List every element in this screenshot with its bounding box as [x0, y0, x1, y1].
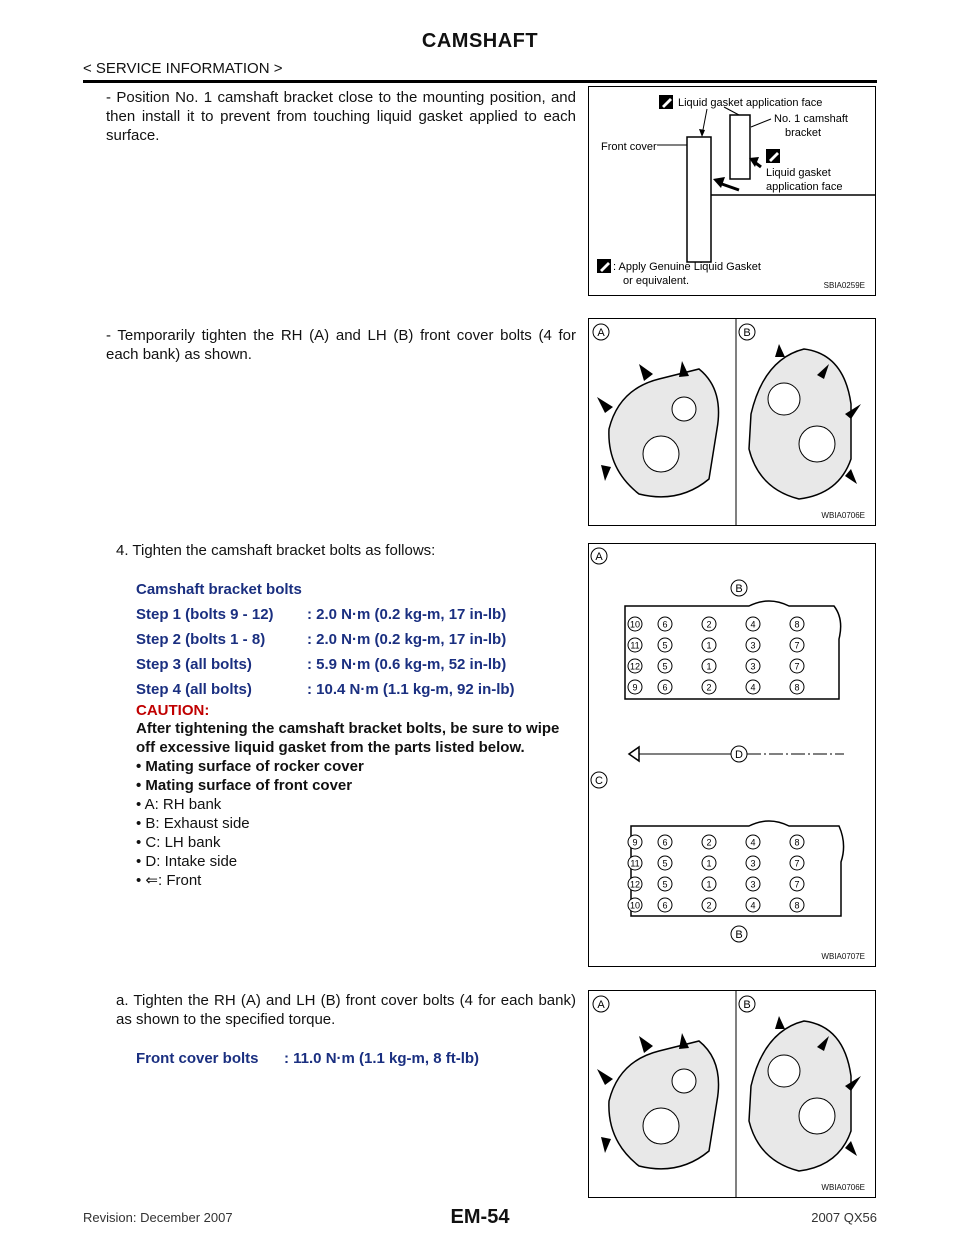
legend-item: • D: Intake side — [136, 853, 238, 870]
rh-bolt-numbers — [628, 617, 804, 694]
figure-front-cover-bolts-final — [588, 990, 876, 1198]
legend-item: • C: LH bank — [136, 834, 221, 851]
spec-label: Front cover bolts — [136, 1050, 259, 1067]
callout-b: B — [743, 327, 751, 339]
legend-item: • A: RH bank — [136, 796, 222, 813]
header-rule — [83, 80, 877, 83]
rh-bolt-number: 5 — [662, 661, 668, 672]
liquid-gasket-diagram — [589, 87, 875, 295]
lh-sprocket — [768, 1055, 800, 1087]
bracket-bolt-sequence-diagram — [589, 544, 875, 966]
liquid-gasket-icon — [659, 95, 673, 109]
lh-bolt-number: 8 — [794, 837, 800, 848]
rh-bolt-number: 10 — [629, 619, 641, 630]
bolt-arrow — [597, 397, 613, 413]
lh-bolt-number: 7 — [794, 879, 800, 890]
leader-line — [751, 119, 771, 127]
lh-bolt-number: 11 — [630, 858, 640, 869]
rh-sprocket — [643, 436, 679, 472]
caution-item: • Mating surface of rocker cover — [136, 758, 364, 775]
figure-id: SBIA0259E — [823, 281, 865, 290]
figure-id: WBIA0706E — [821, 511, 865, 520]
spec-row — [136, 652, 515, 677]
rh-sprocket — [643, 1108, 679, 1144]
step-position-bracket: - Position No. 1 camshaft bracket close to the mounting position, and then install it to prevent from touching liquid gasket applied to each surface. — [106, 89, 576, 144]
caution-item: • Mating surface of front cover — [136, 777, 353, 794]
step-final-tighten: a. Tighten the RH (A) and LH (B) front cover bolts (4 for each bank) as shown to the specified torque. — [116, 992, 576, 1028]
figure-id: WBIA0707E — [821, 952, 865, 961]
lh-front-cover — [749, 349, 851, 499]
rh-bolt-number: 2 — [706, 619, 712, 630]
spec-value: : 11.0 N·m (1.1 kg-m, 8 ft-lb) — [284, 1050, 480, 1067]
lh-sprocket — [799, 426, 835, 462]
rh-bolt-number: 6 — [662, 619, 668, 630]
rh-front-cover — [609, 1041, 719, 1169]
rh-bolt-number: 12 — [629, 661, 641, 672]
callout-a: A — [597, 999, 605, 1011]
rh-bolt-number: 3 — [750, 640, 756, 651]
spec-label: Step 4 (all bolts) — [136, 681, 252, 698]
spec-value: : 2.0 N·m (0.2 kg-m, 17 in-lb) — [307, 606, 507, 623]
bolt-arrow — [639, 364, 653, 381]
callout-d: D — [735, 749, 743, 761]
bolt-arrow — [679, 1033, 689, 1049]
caution-block — [136, 702, 578, 890]
fig1-label-top: Liquid gasket application face — [678, 97, 823, 109]
rh-bolt-number: 4 — [750, 619, 756, 630]
callout-b-top: B — [735, 583, 743, 595]
rh-sprocket — [672, 397, 696, 421]
page-title: CAMSHAFT — [421, 30, 539, 52]
lh-bolt-number: 1 — [706, 858, 712, 869]
spec-label: Step 2 (bolts 1 - 8) — [136, 631, 266, 648]
bolt-arrow — [639, 1036, 653, 1053]
rh-bolt-number: 1 — [706, 640, 712, 651]
legend-item: • ⇐: Front — [136, 872, 202, 889]
rh-bolt-number: 7 — [794, 661, 800, 672]
lh-bolt-number: 5 — [662, 879, 668, 890]
lh-bolt-number: 9 — [632, 837, 638, 848]
front-cover-bolt-spec — [136, 1046, 576, 1071]
spec-table — [136, 602, 515, 702]
lh-sprocket — [768, 383, 800, 415]
leader-arrow — [699, 129, 705, 137]
lh-front-cover — [749, 1021, 851, 1171]
bolt-arrow — [601, 465, 611, 481]
rh-bolt-number: 3 — [750, 661, 756, 672]
lh-bolt-number: 2 — [706, 900, 712, 911]
lh-bolt-number: 8 — [794, 900, 800, 911]
fig1-label-face1: Liquid gasket — [766, 167, 831, 179]
bolt-arrow — [775, 1016, 785, 1029]
callout-a: A — [595, 551, 603, 563]
lh-bolt-number: 12 — [629, 879, 641, 890]
rh-bolt-number: 5 — [662, 640, 668, 651]
lh-bolt-number: 3 — [750, 858, 756, 869]
rh-bolt-number: 7 — [794, 640, 800, 651]
lh-bolt-number: 6 — [662, 837, 668, 848]
front-cover-bolts-diagram — [589, 991, 875, 1197]
front-cover-bolts-diagram — [589, 319, 875, 525]
lh-bolt-number: 4 — [750, 900, 756, 911]
lh-bolt-number: 10 — [629, 900, 641, 911]
spec-row — [136, 602, 515, 627]
bolt-arrow — [775, 344, 785, 357]
bolt-arrow — [679, 361, 689, 377]
caution-text: After tightening the camshaft bracket bolts, be sure to wipe off excessive liquid gasket from the parts listed below. — [136, 720, 560, 756]
rh-bolt-number: 2 — [706, 682, 712, 693]
spec-value: : 10.4 N·m (1.1 kg-m, 92 in-lb) — [307, 681, 515, 698]
figure-liquid-gasket — [588, 86, 876, 296]
figure-id: WBIA0706E — [821, 1183, 865, 1192]
callout-b-bottom: B — [735, 929, 743, 941]
lh-sprocket — [799, 1098, 835, 1134]
rh-front-cover — [609, 369, 719, 497]
fig1-label-face2: application face — [766, 181, 843, 193]
callout-c: C — [595, 775, 603, 787]
legend-item: • B: Exhaust side — [136, 815, 250, 832]
lh-bolt-number: 4 — [750, 837, 756, 848]
lh-bolt-number: 3 — [750, 879, 756, 890]
liquid-gasket-icon — [766, 149, 780, 163]
rh-sprocket — [672, 1069, 696, 1093]
rh-bolt-number: 6 — [662, 682, 668, 693]
rh-bolt-number: 1 — [706, 661, 712, 672]
section-label: < SERVICE INFORMATION > — [83, 60, 283, 77]
rh-bolt-number: 11 — [630, 640, 640, 651]
rh-bolt-number: 9 — [632, 682, 638, 693]
figure-bracket-bolt-sequence — [588, 543, 876, 967]
page-number: EM-54 — [450, 1206, 510, 1228]
rh-bolt-number: 8 — [794, 682, 800, 693]
bolt-arrow — [845, 1141, 857, 1156]
lh-bolt-number: 5 — [662, 858, 668, 869]
spec-label: Step 3 (all bolts) — [136, 656, 252, 673]
caution-heading: CAUTION: — [136, 702, 210, 719]
callout-a: A — [597, 327, 605, 339]
lh-bolt-number: 7 — [794, 858, 800, 869]
spec-table — [136, 1046, 479, 1071]
step-tighten-bracket: 4. Tighten the camshaft bracket bolts as follows: — [116, 542, 436, 559]
figure-front-cover-bolts-temp — [588, 318, 876, 526]
liquid-gasket-icon — [597, 259, 611, 273]
front-cover-shape — [687, 137, 711, 262]
step-temporary-tighten: - Temporarily tighten the RH (A) and LH (B) front cover bolts (4 for each bank) as shown. — [106, 327, 576, 363]
spec-value: : 2.0 N·m (0.2 kg-m, 17 in-lb) — [307, 631, 507, 648]
bracket-bolt-spec — [136, 577, 576, 702]
bolt-arrow — [597, 1069, 613, 1085]
rh-bracket-outline — [625, 601, 841, 699]
bolt-arrow — [601, 1137, 611, 1153]
spec-heading: Camshaft bracket bolts — [136, 581, 302, 598]
callout-b: B — [743, 999, 751, 1011]
fig1-label-bracket2: bracket — [785, 127, 822, 139]
spec-row — [136, 677, 515, 702]
front-arrow-icon — [629, 747, 639, 761]
lh-bolt-numbers — [628, 835, 804, 912]
lh-bolt-number: 1 — [706, 879, 712, 890]
rh-bolt-number: 8 — [794, 619, 800, 630]
fig1-label-bracket1: No. 1 camshaft — [774, 113, 848, 125]
fig1-note1: : Apply Genuine Liquid Gasket — [613, 261, 761, 273]
spec-row — [136, 627, 515, 652]
bolt-arrow — [845, 469, 857, 484]
footer-model: 2007 QX56 — [811, 1210, 877, 1225]
spec-row — [136, 1046, 479, 1071]
rh-bolt-number: 4 — [750, 682, 756, 693]
spec-label: Step 1 (bolts 9 - 12) — [136, 606, 274, 623]
spec-value: : 5.9 N·m (0.6 kg-m, 52 in-lb) — [307, 656, 507, 673]
arrow-pointer-head — [713, 177, 725, 188]
fig1-note2: or equivalent. — [623, 275, 690, 287]
bracket-shape — [730, 115, 750, 179]
footer-revision: Revision: December 2007 — [83, 1210, 233, 1225]
lh-bolt-number: 6 — [662, 900, 668, 911]
fig1-label-front-cover: Front cover — [601, 141, 657, 153]
lh-bolt-number: 2 — [706, 837, 712, 848]
